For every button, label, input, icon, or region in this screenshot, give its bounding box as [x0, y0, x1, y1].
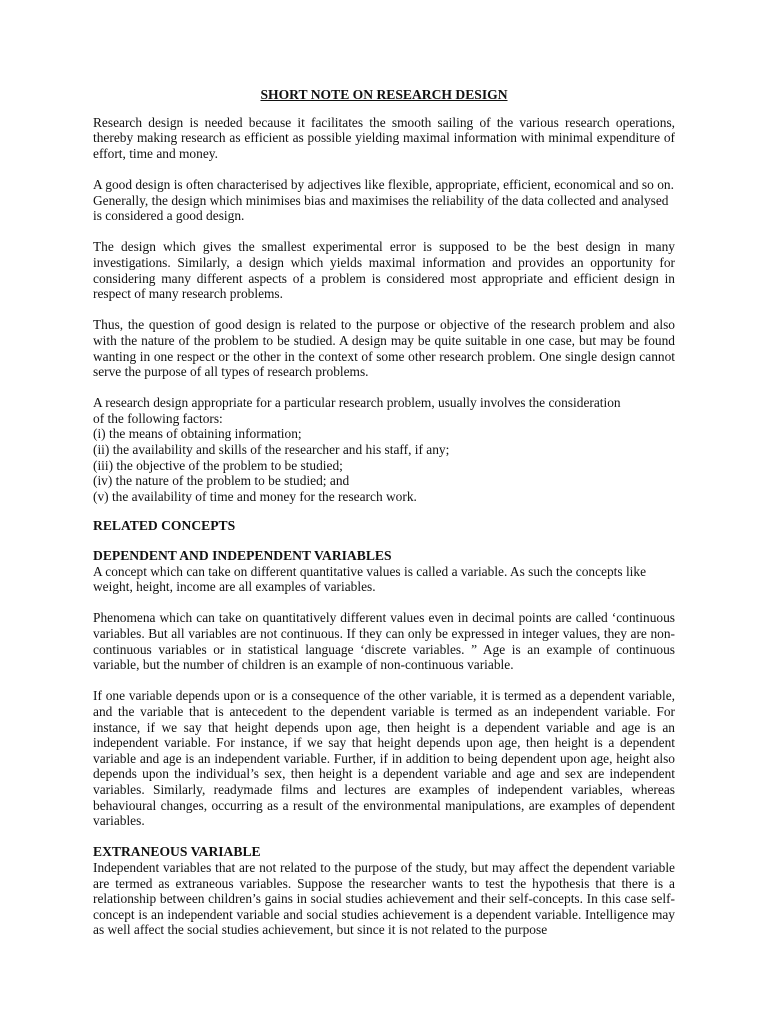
list-item: (iii) the objective of the problem to be studied; — [93, 457, 343, 473]
factors-list — [93, 395, 675, 504]
list-item: (v) the availability of time and money for the research work. — [93, 488, 417, 504]
list-item: (ii) the availability and skills of the researcher and his staff, if any; — [93, 442, 450, 458]
paragraph-good-design: A good design is often characterised by adjectives like flexible, appropriate, efficient, economical and so on. Generally, the design which minimises bias and maximises the reliability of the data collected and analysed is considered a good design. — [93, 176, 674, 224]
paragraph-experimental-error: The design which gives the smallest experimental error is supposed to be the best design in many investigations. Similarly, a design which yields maximal information and provides an opportunity for considering many different aspects of a problem is considered most appropriate and efficient design in respect of many research problems. — [93, 239, 675, 302]
paragraph-dependent-independent: If one variable depends upon or is a consequence of the other variable, it is termed as a dependent variable, and the variable that is antecedent to the dependent variable is termed as an independent variable. For instance, if we say that height depends upon age, then height is a dependent variable and age is an independent variable. For instance, if we say that height depends upon age, then height is a dependent variable and age is an independent variable. Further, if in addition to being dependent upon age, height also depends upon the individual’s sex, then height is a dependent variable and age and sex are independent variables. Similarly, readymade films and lectures are examples of independent variables, whereas behavioural changes, occurring as a result of the environmental manipulations, are examples of dependent variables. — [93, 688, 675, 829]
factors-intro-line-1: A research design appropriate for a particular research problem, usually involves the consideration — [93, 395, 621, 411]
paragraph-extraneous-variable: Independent variables that are not related to the purpose of the study, but may affect the dependent variable are termed as extraneous variables. Suppose the researcher wants to test the hypothesis that there is a relationship between children’s gains in social studies achievement and their self-concepts. In this case self-concept is an independent variable and social studies achievement is a dependent variable. Intelligence may as well affect the social studies achievement, but since it is not related to the purpose — [93, 859, 675, 938]
factors-intro-line-2: of the following factors: — [93, 410, 223, 426]
list-item: (iv) the nature of the problem to be studied; and — [93, 473, 350, 489]
document-title: SHORT NOTE ON RESEARCH DESIGN — [260, 87, 508, 102]
paragraph-continuous-variables: Phenomena which can take on quantitatively different values even in decimal points are called ‘continuous variables. But all variables are not continuous. If they can only be expressed in integer values, they are non-continuous variables or in statistical language ‘discrete variables. ” Age is an example of continuous variable, but the number of children is an example of non-continuous variable. — [93, 610, 675, 673]
extraneous-heading: EXTRANEOUS VARIABLE — [93, 844, 261, 860]
variables-heading: DEPENDENT AND INDEPENDENT VARIABLES — [93, 548, 392, 564]
related-concepts-heading: RELATED CONCEPTS — [93, 518, 236, 534]
paragraph-purpose: Research design is needed because it facilitates the smooth sailing of the various research operations, thereby making research as efficient as possible yielding maximal information with minimal expenditure of effort, time and money. — [93, 114, 675, 161]
paragraph-variable-definition: A concept which can take on different quantitative values is called a variable. As such the concepts like weight, height, income are all examples of variables. — [93, 563, 647, 595]
list-item: (i) the means of obtaining information; — [93, 426, 302, 442]
paragraph-design-objective: Thus, the question of good design is related to the purpose or objective of the research problem and also with the nature of the problem to be studied. A design may be quite suitable in one case, but may be found wanting in one respect or the other in the context of some other research problem. One single design cannot serve the purpose of all types of research problems. — [93, 317, 675, 380]
document-page — [93, 84, 675, 938]
